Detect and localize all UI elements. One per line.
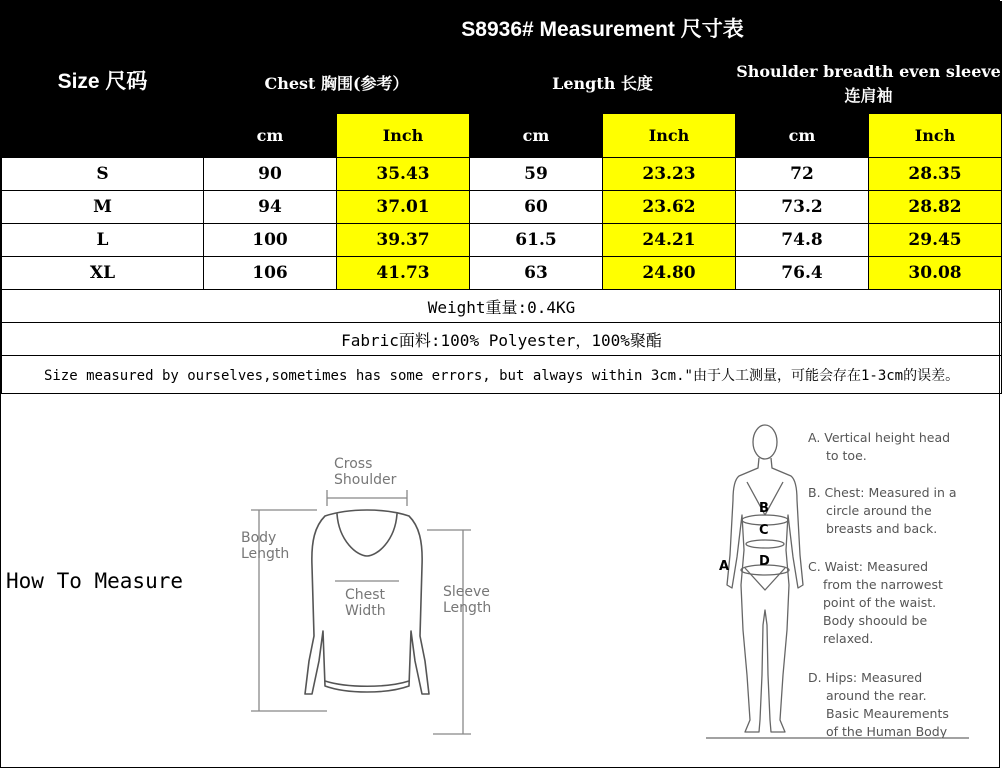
shoulder-group-header: Shoulder breadth even sleeve连肩袖 xyxy=(736,55,1002,114)
how-to-measure-label: How To Measure xyxy=(6,569,184,593)
size-cell: S xyxy=(2,158,204,191)
human-figure xyxy=(727,425,803,732)
shoulder-inch-cell: 28.82 xyxy=(869,191,1002,224)
chest-cm-cell: 90 xyxy=(204,158,337,191)
length-cm-cell: 59 xyxy=(470,158,603,191)
note-d: around the rear. xyxy=(826,688,927,703)
chest-width-label: Chest xyxy=(345,587,386,603)
cross-shoulder-label: Cross xyxy=(334,456,373,472)
marker-b: B xyxy=(759,501,769,516)
body-length-label: Length xyxy=(241,546,290,562)
unit-header-inch: Inch xyxy=(603,114,736,158)
marker-d: D xyxy=(759,554,770,569)
note-d: of the Human Body xyxy=(826,724,948,739)
chest-inch-cell: 37.01 xyxy=(337,191,470,224)
marker-c: C xyxy=(759,523,769,538)
note-b: breasts and back. xyxy=(826,521,938,536)
chest-inch-cell: 39.37 xyxy=(337,224,470,257)
marker-a: A xyxy=(719,559,730,574)
shoulder-inch-cell: 28.35 xyxy=(869,158,1002,191)
length-inch-cell: 24.80 xyxy=(603,257,736,290)
note-d: D. Hips: Measured xyxy=(808,670,923,685)
chest-inch-cell: 41.73 xyxy=(337,257,470,290)
shoulder-cm-cell: 76.4 xyxy=(736,257,869,290)
chest-cm-cell: 106 xyxy=(204,257,337,290)
body-length-label: Body xyxy=(241,530,277,546)
table-row xyxy=(2,224,1002,257)
length-cm-cell: 60 xyxy=(470,191,603,224)
unit-header-cm: cm xyxy=(470,114,603,158)
note-c: from the narrowest xyxy=(823,577,943,592)
weight-info: Weight重量:0.4KG xyxy=(2,290,1002,323)
chest-width-label: Width xyxy=(345,603,386,619)
chart-title: S8936# Measurement 尺寸表 xyxy=(204,2,1002,55)
chest-cm-cell: 94 xyxy=(204,191,337,224)
table-row xyxy=(2,257,1002,290)
garment-diagram xyxy=(237,456,507,746)
body-measurement-diagram xyxy=(701,420,981,750)
note-a: A. Vertical height head xyxy=(808,430,951,445)
measurement-note: Size measured by ourselves,sometimes has some errors, but always within 3cm."由于人工测量，可能会存在1-3cm的误差。 xyxy=(2,356,1002,394)
measurement-notes xyxy=(808,430,957,739)
length-inch-cell: 23.23 xyxy=(603,158,736,191)
length-cm-cell: 61.5 xyxy=(470,224,603,257)
length-cm-cell: 63 xyxy=(470,257,603,290)
chest-cm-cell: 100 xyxy=(204,224,337,257)
size-header: Size 尺码 xyxy=(2,2,204,158)
shoulder-cm-cell: 72 xyxy=(736,158,869,191)
note-b: circle around the xyxy=(826,503,932,518)
note-c: relaxed. xyxy=(823,631,874,646)
note-c: Body shoould be xyxy=(823,613,928,628)
how-to-measure-section xyxy=(1,394,1001,769)
shoulder-cm-cell: 74.8 xyxy=(736,224,869,257)
shoulder-inch-cell: 30.08 xyxy=(869,257,1002,290)
shoulder-inch-cell: 29.45 xyxy=(869,224,1002,257)
chest-group-header: Chest 胸围(参考） xyxy=(204,55,470,114)
shoulder-cm-cell: 73.2 xyxy=(736,191,869,224)
cross-shoulder-label: Shoulder xyxy=(334,472,397,488)
unit-header-cm: cm xyxy=(736,114,869,158)
note-c: C. Waist: Measured xyxy=(808,559,929,574)
fabric-info: Fabric面料:100% Polyester，100%聚酯 xyxy=(2,323,1002,356)
unit-header-cm: cm xyxy=(204,114,337,158)
table-row xyxy=(2,158,1002,191)
sleeve-length-label: Length xyxy=(443,600,492,616)
length-group-header: Length 长度 xyxy=(470,55,736,114)
size-table xyxy=(1,1,1002,394)
size-cell: M xyxy=(2,191,204,224)
unit-header-inch: Inch xyxy=(337,114,470,158)
length-inch-cell: 24.21 xyxy=(603,224,736,257)
unit-header-inch: Inch xyxy=(869,114,1002,158)
length-inch-cell: 23.62 xyxy=(603,191,736,224)
table-row xyxy=(2,191,1002,224)
sleeve-length-label: Sleeve xyxy=(443,584,490,600)
chest-inch-cell: 35.43 xyxy=(337,158,470,191)
note-d: Basic Meaurements xyxy=(826,706,949,721)
size-cell: L xyxy=(2,224,204,257)
note-c: point of the waist. xyxy=(823,595,937,610)
size-cell: XL xyxy=(2,257,204,290)
note-a: to toe. xyxy=(826,448,867,463)
note-b: B. Chest: Measured in a xyxy=(808,485,957,500)
